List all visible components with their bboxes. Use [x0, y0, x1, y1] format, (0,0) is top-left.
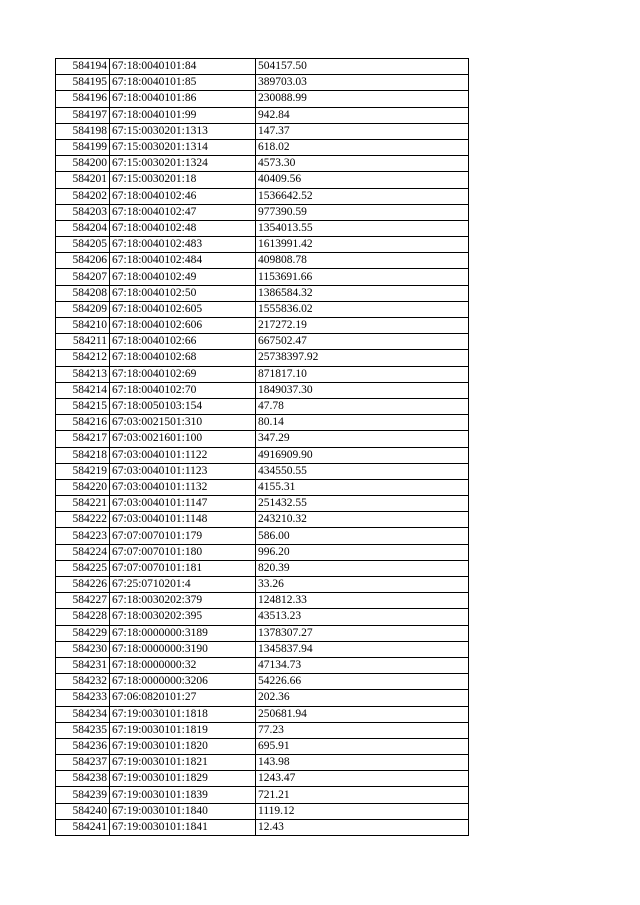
cadastral-code-cell: 67:15:0030201:1314 — [110, 139, 256, 155]
table-row — [56, 318, 469, 334]
cadastral-code-cell: 67:18:0000000:3190 — [110, 641, 256, 657]
row-id-cell: 584218 — [56, 447, 110, 463]
cadastral-code-cell: 67:18:0000000:32 — [110, 657, 256, 673]
cadastral-code-cell: 67:03:0021601:100 — [110, 431, 256, 447]
amount-cell: 871817.10 — [256, 366, 469, 382]
row-id-cell: 584217 — [56, 431, 110, 447]
table-row — [56, 204, 469, 220]
cadastral-code-cell: 67:18:0040102:49 — [110, 269, 256, 285]
amount-cell: 977390.59 — [256, 204, 469, 220]
row-id-cell: 584211 — [56, 334, 110, 350]
cadastral-code-cell: 67:18:0040102:484 — [110, 253, 256, 269]
cadastral-code-cell: 67:18:0040101:86 — [110, 91, 256, 107]
row-id-cell: 584198 — [56, 123, 110, 139]
row-id-cell: 584234 — [56, 706, 110, 722]
row-id-cell: 584241 — [56, 819, 110, 835]
amount-cell: 47134.73 — [256, 657, 469, 673]
cadastral-code-cell: 67:19:0030101:1819 — [110, 722, 256, 738]
row-id-cell: 584212 — [56, 350, 110, 366]
cadastral-code-cell: 67:19:0030101:1840 — [110, 803, 256, 819]
amount-cell: 586.00 — [256, 528, 469, 544]
cadastral-code-cell: 67:03:0040101:1123 — [110, 463, 256, 479]
table-row — [56, 690, 469, 706]
table-row — [56, 91, 469, 107]
row-id-cell: 584205 — [56, 237, 110, 253]
amount-cell: 667502.47 — [256, 334, 469, 350]
table-row — [56, 479, 469, 495]
row-id-cell: 584208 — [56, 285, 110, 301]
table-row — [56, 819, 469, 835]
cadastral-code-cell: 67:18:0000000:3206 — [110, 674, 256, 690]
row-id-cell: 584220 — [56, 479, 110, 495]
amount-cell: 347.29 — [256, 431, 469, 447]
cadastral-code-cell: 67:19:0030101:1829 — [110, 771, 256, 787]
cadastral-code-cell: 67:18:0040102:46 — [110, 188, 256, 204]
table-row — [56, 722, 469, 738]
row-id-cell: 584239 — [56, 787, 110, 803]
row-id-cell: 584224 — [56, 544, 110, 560]
amount-cell: 12.43 — [256, 819, 469, 835]
cadastral-code-cell: 67:03:0040101:1122 — [110, 447, 256, 463]
cadastral-code-cell: 67:18:0040102:50 — [110, 285, 256, 301]
amount-cell: 40409.56 — [256, 172, 469, 188]
cadastral-code-cell: 67:03:0040101:1148 — [110, 512, 256, 528]
table-row — [56, 609, 469, 625]
table-row — [56, 593, 469, 609]
cadastral-code-cell: 67:19:0030101:1818 — [110, 706, 256, 722]
cadastral-code-cell: 67:07:0070101:180 — [110, 544, 256, 560]
cadastral-code-cell: 67:18:0030202:395 — [110, 609, 256, 625]
row-id-cell: 584199 — [56, 139, 110, 155]
amount-cell: 217272.19 — [256, 318, 469, 334]
amount-cell: 202.36 — [256, 690, 469, 706]
amount-cell: 1153691.66 — [256, 269, 469, 285]
amount-cell: 695.91 — [256, 738, 469, 754]
cadastral-code-cell: 67:03:0040101:1132 — [110, 479, 256, 495]
row-id-cell: 584210 — [56, 318, 110, 334]
cadastral-code-cell: 67:18:0050103:154 — [110, 398, 256, 414]
row-id-cell: 584194 — [56, 59, 110, 75]
amount-cell: 147.37 — [256, 123, 469, 139]
table-row — [56, 301, 469, 317]
table-row — [56, 172, 469, 188]
table-row — [56, 625, 469, 641]
table-row — [56, 334, 469, 350]
amount-cell: 942.84 — [256, 107, 469, 123]
row-id-cell: 584202 — [56, 188, 110, 204]
row-id-cell: 584230 — [56, 641, 110, 657]
cadastral-code-cell: 67:18:0040102:605 — [110, 301, 256, 317]
cadastral-code-cell: 67:03:0021501:310 — [110, 415, 256, 431]
amount-cell: 80.14 — [256, 415, 469, 431]
row-id-cell: 584200 — [56, 156, 110, 172]
row-id-cell: 584240 — [56, 803, 110, 819]
amount-cell: 721.21 — [256, 787, 469, 803]
amount-cell: 1613991.42 — [256, 237, 469, 253]
row-id-cell: 584225 — [56, 560, 110, 576]
table-row — [56, 431, 469, 447]
cadastral-code-cell: 67:18:0040102:47 — [110, 204, 256, 220]
amount-cell: 243210.32 — [256, 512, 469, 528]
row-id-cell: 584196 — [56, 91, 110, 107]
table-row — [56, 59, 469, 75]
row-id-cell: 584215 — [56, 398, 110, 414]
amount-cell: 54226.66 — [256, 674, 469, 690]
table-row — [56, 447, 469, 463]
table-body — [56, 59, 469, 836]
table-row — [56, 123, 469, 139]
table-row — [56, 560, 469, 576]
row-id-cell: 584221 — [56, 496, 110, 512]
table-row — [56, 220, 469, 236]
cadastral-code-cell: 67:19:0030101:1839 — [110, 787, 256, 803]
row-id-cell: 584201 — [56, 172, 110, 188]
table-row — [56, 188, 469, 204]
table-row — [56, 641, 469, 657]
table-row — [56, 366, 469, 382]
table-row — [56, 269, 469, 285]
row-id-cell: 584206 — [56, 253, 110, 269]
table-row — [56, 253, 469, 269]
amount-cell: 250681.94 — [256, 706, 469, 722]
amount-cell: 618.02 — [256, 139, 469, 155]
row-id-cell: 584204 — [56, 220, 110, 236]
amount-cell: 1354013.55 — [256, 220, 469, 236]
amount-cell: 409808.78 — [256, 253, 469, 269]
amount-cell: 1849037.30 — [256, 382, 469, 398]
cadastral-code-cell: 67:07:0070101:179 — [110, 528, 256, 544]
cadastral-code-cell: 67:18:0040102:70 — [110, 382, 256, 398]
table-row — [56, 544, 469, 560]
amount-cell: 33.26 — [256, 577, 469, 593]
table-row — [56, 382, 469, 398]
cadastral-code-cell: 67:07:0070101:181 — [110, 560, 256, 576]
row-id-cell: 584238 — [56, 771, 110, 787]
amount-cell: 43513.23 — [256, 609, 469, 625]
row-id-cell: 584226 — [56, 577, 110, 593]
cadastral-code-cell: 67:19:0030101:1841 — [110, 819, 256, 835]
table-row — [56, 496, 469, 512]
row-id-cell: 584232 — [56, 674, 110, 690]
table-row — [56, 738, 469, 754]
amount-cell: 4573.30 — [256, 156, 469, 172]
amount-cell: 996.20 — [256, 544, 469, 560]
amount-cell: 1555836.02 — [256, 301, 469, 317]
row-id-cell: 584209 — [56, 301, 110, 317]
table-row — [56, 463, 469, 479]
amount-cell: 143.98 — [256, 755, 469, 771]
amount-cell: 77.23 — [256, 722, 469, 738]
amount-cell: 251432.55 — [256, 496, 469, 512]
table-row — [56, 577, 469, 593]
cadastral-code-cell: 67:18:0040102:606 — [110, 318, 256, 334]
amount-cell: 47.78 — [256, 398, 469, 414]
cadastral-code-cell: 67:15:0030201:1313 — [110, 123, 256, 139]
table-row — [56, 803, 469, 819]
cadastral-code-cell: 67:18:0040102:483 — [110, 237, 256, 253]
row-id-cell: 584231 — [56, 657, 110, 673]
row-id-cell: 584222 — [56, 512, 110, 528]
amount-cell: 820.39 — [256, 560, 469, 576]
cadastral-code-cell: 67:18:0040102:48 — [110, 220, 256, 236]
row-id-cell: 584216 — [56, 415, 110, 431]
row-id-cell: 584237 — [56, 755, 110, 771]
row-id-cell: 584227 — [56, 593, 110, 609]
cadastral-code-cell: 67:18:0040102:68 — [110, 350, 256, 366]
cadastral-code-cell: 67:18:0000000:3189 — [110, 625, 256, 641]
table-row — [56, 674, 469, 690]
table-row — [56, 755, 469, 771]
table-row — [56, 237, 469, 253]
table-row — [56, 75, 469, 91]
table-row — [56, 350, 469, 366]
amount-cell: 4155.31 — [256, 479, 469, 495]
table-row — [56, 398, 469, 414]
cadastral-code-cell: 67:03:0040101:1147 — [110, 496, 256, 512]
amount-cell: 230088.99 — [256, 91, 469, 107]
amount-cell: 1119.12 — [256, 803, 469, 819]
row-id-cell: 584229 — [56, 625, 110, 641]
cadastral-code-cell: 67:19:0030101:1821 — [110, 755, 256, 771]
row-id-cell: 584203 — [56, 204, 110, 220]
row-id-cell: 584223 — [56, 528, 110, 544]
cadastral-code-cell: 67:15:0030201:18 — [110, 172, 256, 188]
amount-cell: 1386584.32 — [256, 285, 469, 301]
cadastral-code-cell: 67:18:0040101:85 — [110, 75, 256, 91]
cadastral-code-cell: 67:18:0030202:379 — [110, 593, 256, 609]
table-row — [56, 415, 469, 431]
amount-cell: 124812.33 — [256, 593, 469, 609]
amount-cell: 1378307.27 — [256, 625, 469, 641]
table-row — [56, 657, 469, 673]
row-id-cell: 584213 — [56, 366, 110, 382]
data-table — [55, 58, 469, 836]
cadastral-code-cell: 67:18:0040102:69 — [110, 366, 256, 382]
table-row — [56, 139, 469, 155]
row-id-cell: 584235 — [56, 722, 110, 738]
amount-cell: 434550.55 — [256, 463, 469, 479]
table-row — [56, 156, 469, 172]
amount-cell: 389703.03 — [256, 75, 469, 91]
table-row — [56, 512, 469, 528]
cadastral-code-cell: 67:15:0030201:1324 — [110, 156, 256, 172]
amount-cell: 1243.47 — [256, 771, 469, 787]
row-id-cell: 584214 — [56, 382, 110, 398]
table-row — [56, 706, 469, 722]
cadastral-code-cell: 67:25:0710201:4 — [110, 577, 256, 593]
table-row — [56, 528, 469, 544]
amount-cell: 25738397.92 — [256, 350, 469, 366]
cadastral-code-cell: 67:18:0040101:84 — [110, 59, 256, 75]
row-id-cell: 584236 — [56, 738, 110, 754]
table-row — [56, 285, 469, 301]
row-id-cell: 584197 — [56, 107, 110, 123]
cadastral-code-cell: 67:06:0820101:27 — [110, 690, 256, 706]
amount-cell: 504157.50 — [256, 59, 469, 75]
row-id-cell: 584228 — [56, 609, 110, 625]
table-row — [56, 107, 469, 123]
table-row — [56, 787, 469, 803]
table-row — [56, 771, 469, 787]
amount-cell: 1536642.52 — [256, 188, 469, 204]
cadastral-code-cell: 67:18:0040102:66 — [110, 334, 256, 350]
amount-cell: 4916909.90 — [256, 447, 469, 463]
amount-cell: 1345837.94 — [256, 641, 469, 657]
row-id-cell: 584195 — [56, 75, 110, 91]
row-id-cell: 584219 — [56, 463, 110, 479]
row-id-cell: 584207 — [56, 269, 110, 285]
cadastral-code-cell: 67:18:0040101:99 — [110, 107, 256, 123]
row-id-cell: 584233 — [56, 690, 110, 706]
cadastral-code-cell: 67:19:0030101:1820 — [110, 738, 256, 754]
